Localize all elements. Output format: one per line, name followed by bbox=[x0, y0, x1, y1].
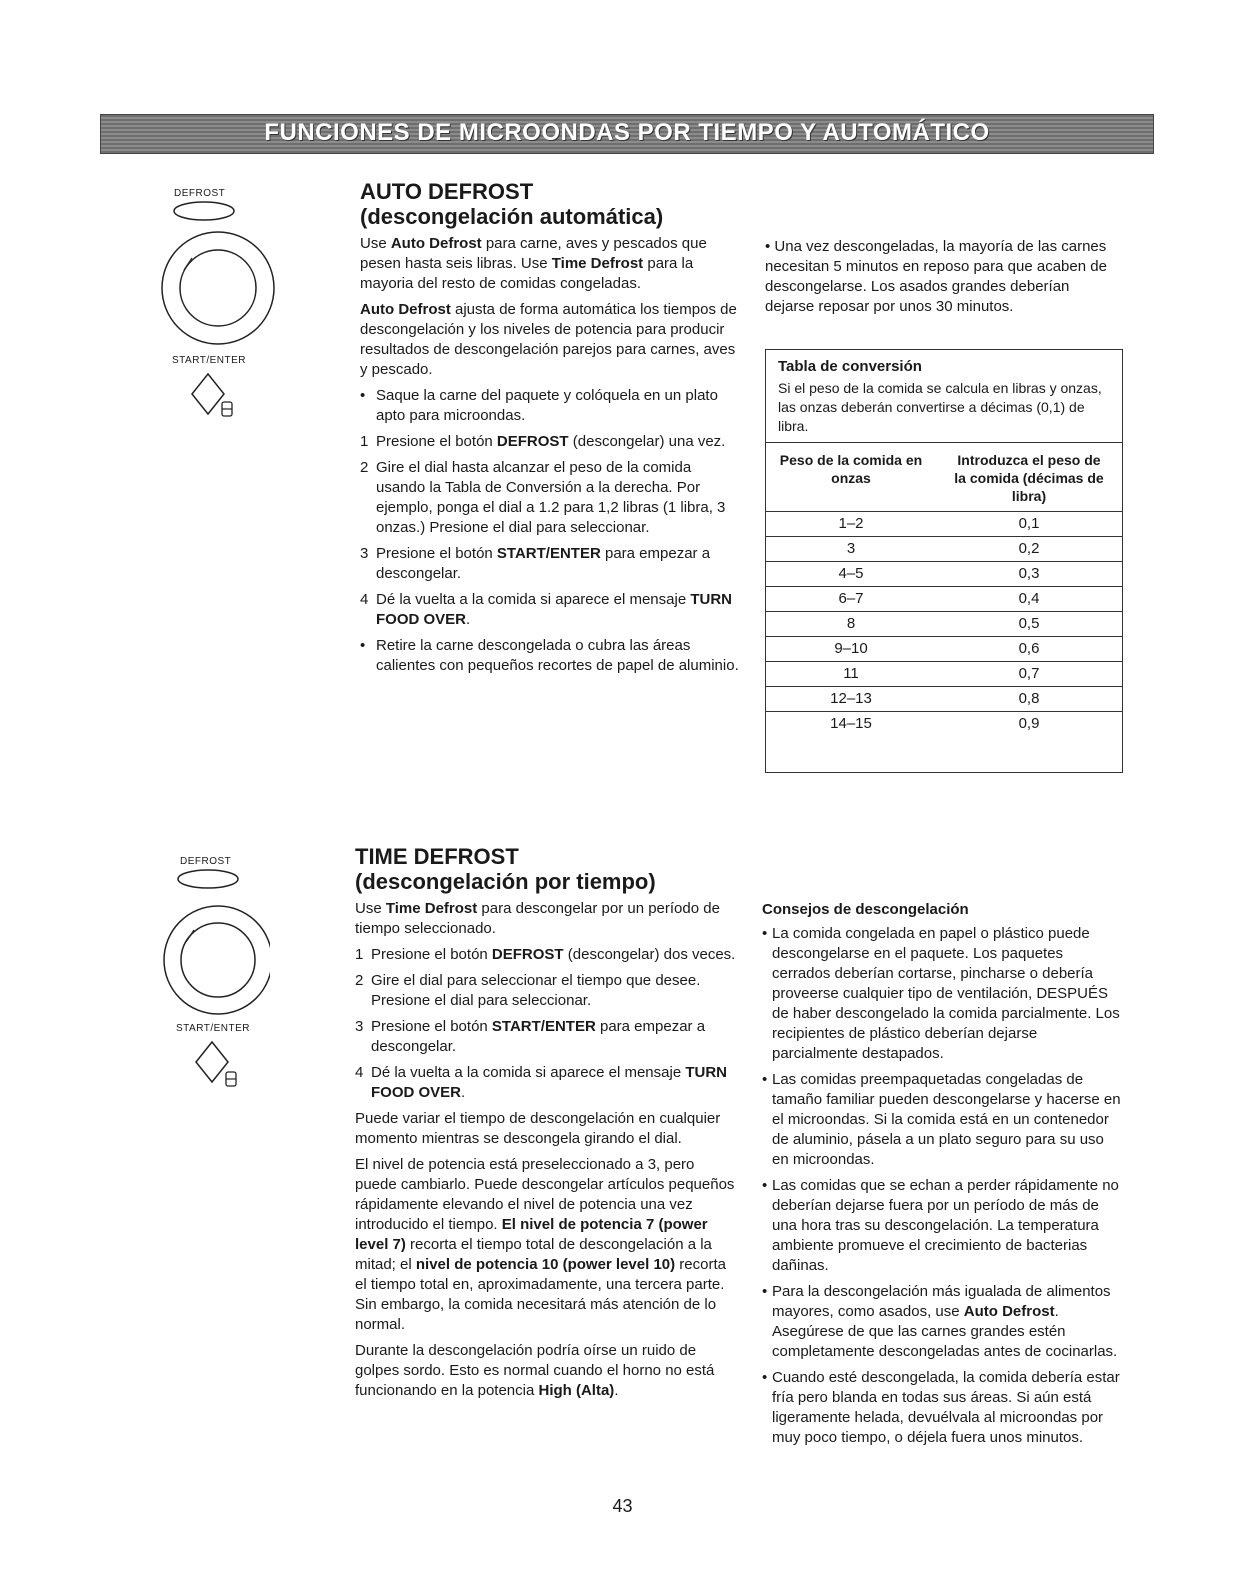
decimal-pounds-cell: 0,8 bbox=[1018, 690, 1040, 707]
auto-defrost-controls bbox=[160, 188, 280, 431]
table-row bbox=[766, 586, 1122, 611]
decimal-pounds-cell: 0,3 bbox=[1018, 565, 1040, 582]
ounces-cell: 6–7 bbox=[838, 590, 864, 607]
tip-item bbox=[762, 1368, 1122, 1448]
step-item bbox=[355, 1017, 740, 1057]
table-row bbox=[766, 561, 1122, 586]
text-run: La comida congelada en papel o plástico puede descongelarse en el paquete. Los paquetes cerrados deberían cortarse, pincharse o debería proveerse cualquier tipo de ventilación, DESPUÉS de haber descongelado la comida parcialmente. Los recipientes de plástico deberían dejarse parcialmente destapados. bbox=[772, 925, 1120, 1062]
text-run: Use bbox=[360, 235, 391, 252]
rest-note: • Una vez descongeladas, la mayoría de las carnes necesitan 5 minutos en reposo para que acaben de descongelarse. Los asados grandes deberían dejarse reposar por unos 30 minutos. bbox=[765, 238, 1107, 315]
time-defrost-power bbox=[355, 1155, 740, 1335]
text-run: para empezar a descongelar. bbox=[376, 545, 711, 582]
defrost-label: DEFROST bbox=[180, 856, 232, 867]
dial-icon bbox=[150, 898, 270, 1018]
text-run: Gire el dial para seleccionar el tiempo que desee. Presione el dial para seleccionar. bbox=[371, 972, 701, 1009]
header-decimal-pounds: Introduzca el peso de la comida (décimas de libra) bbox=[954, 452, 1104, 504]
text-run: Presione el botón bbox=[371, 1018, 492, 1035]
defrost-tips bbox=[762, 900, 1122, 1454]
list-marker: 3 bbox=[360, 545, 369, 562]
time-defrost-title: TIME DEFROST bbox=[355, 844, 519, 869]
time-defrost-controls bbox=[150, 856, 270, 1101]
tip-item bbox=[762, 1176, 1122, 1276]
bold-text: TURN FOOD OVER bbox=[376, 591, 733, 628]
text-run: Presione el botón bbox=[376, 433, 497, 450]
text-run: para descongelar por un período de tiempo seleccionado. bbox=[355, 900, 720, 937]
text-run: Use bbox=[355, 900, 386, 917]
decimal-pounds-cell: 0,7 bbox=[1018, 665, 1040, 682]
bold-text: Auto Defrost bbox=[963, 1303, 1055, 1320]
decimal-pounds-cell: 0,5 bbox=[1018, 615, 1040, 632]
time-defrost-subtitle: (descongelación por tiempo) bbox=[355, 869, 656, 894]
ounces-cell: 1–2 bbox=[838, 515, 864, 532]
text-run: Durante la descongelación podría oírse un ruido de golpes sordo. Esto es normal cuando el horno no está funcionando en la potencia bbox=[355, 1342, 715, 1399]
defrost-button-icon bbox=[150, 867, 270, 893]
decimal-pounds-cell: 0,2 bbox=[1018, 540, 1040, 557]
text-run: Saque la carne del paquete y colóquela en un plato apto para microondas. bbox=[376, 387, 718, 424]
text-run: . bbox=[614, 1382, 619, 1399]
bold-text: High (Alta) bbox=[538, 1382, 615, 1399]
table-row bbox=[766, 536, 1122, 561]
list-marker: 4 bbox=[360, 591, 369, 608]
list-marker: 1 bbox=[355, 946, 364, 963]
step-item bbox=[355, 945, 740, 965]
text-run: (descongelar) una vez. bbox=[568, 433, 726, 450]
ounces-cell: 3 bbox=[846, 540, 856, 557]
ounces-cell: 9–10 bbox=[834, 640, 868, 657]
text-run: Dé la vuelta a la comida si aparece el mensaje bbox=[376, 591, 691, 608]
bold-text: DEFROST bbox=[491, 946, 564, 963]
text-run: Retire la carne descongelada o cubra las áreas calientes con pequeños recortes de papel de aluminio. bbox=[376, 637, 739, 674]
step-item bbox=[360, 432, 740, 452]
list-marker: • bbox=[360, 637, 366, 654]
time-defrost-vary: Puede variar el tiempo de descongelación en cualquier momento mientras se descongela girando el dial. bbox=[355, 1110, 721, 1147]
table-row bbox=[766, 686, 1122, 711]
text-run: recorta el tiempo total de descongelación a la mitad; el bbox=[355, 1236, 712, 1273]
bold-text: START/ENTER bbox=[496, 545, 601, 562]
section-banner bbox=[100, 114, 1154, 154]
auto-defrost-section bbox=[360, 180, 740, 682]
list-marker: 2 bbox=[355, 972, 364, 989]
bullet-icon: • bbox=[762, 1071, 768, 1088]
defrost-button-icon bbox=[160, 199, 280, 225]
table-row bbox=[766, 611, 1122, 636]
step-item bbox=[360, 590, 740, 630]
start-enter-label: START/ENTER bbox=[172, 355, 247, 366]
decimal-pounds-cell: 0,4 bbox=[1018, 590, 1040, 607]
text-run: Las comidas que se echan a perder rápidamente no deberían dejarse fuera por un período de más de una hora tras su descongelación. La temperatura ambiente promueve el crecimiento de bacterias dañinas. bbox=[772, 1177, 1119, 1274]
table-body bbox=[766, 511, 1122, 736]
table-row bbox=[766, 511, 1122, 536]
text-run: Cuando esté descongelada, la comida debería estar fría pero blanda en todas sus áreas. Si aún está ligeramente helada, devuélvala al microondas por muy poco tiempo, o déjela fuera unos minutos. bbox=[772, 1369, 1120, 1446]
bold-text: Time Defrost bbox=[551, 255, 644, 272]
tip-item bbox=[762, 1070, 1122, 1170]
step-item bbox=[360, 458, 740, 538]
auto-defrost-description bbox=[360, 300, 740, 380]
conversion-title: Tabla de conversión bbox=[778, 358, 922, 375]
tips-title: Consejos de descongelación bbox=[762, 901, 969, 918]
text-run: . bbox=[461, 1084, 466, 1101]
tip-item bbox=[762, 924, 1122, 1064]
step-item bbox=[355, 1063, 740, 1103]
time-defrost-steps bbox=[355, 945, 740, 1103]
list-marker: 4 bbox=[355, 1064, 364, 1081]
text-run: Las comidas preempaquetadas congeladas de tamaño familiar pueden descongelarse y hacerse en el microondas. Si la comida está en un contenedor de aluminio, pásela a un plato seguro para su uso en microondas. bbox=[772, 1071, 1121, 1168]
start-enter-label: START/ENTER bbox=[176, 1023, 251, 1034]
list-marker: • bbox=[360, 387, 366, 404]
tips-list bbox=[762, 924, 1122, 1448]
bold-text: Time Defrost bbox=[385, 900, 478, 917]
text-run: recorta el tiempo total en, aproximadamente, una tercera parte. Sin embargo, la comida necesitará más atención de lo normal. bbox=[355, 1256, 726, 1333]
bold-text: Auto Defrost bbox=[390, 235, 482, 252]
dial-icon bbox=[160, 230, 280, 350]
bold-text: TURN FOOD OVER bbox=[371, 1064, 728, 1101]
bold-text: El nivel de potencia 7 (power level 7) bbox=[355, 1216, 708, 1253]
bullet-icon: • bbox=[762, 1177, 768, 1194]
text-run: Para la descongelación más igualada de alimentos mayores, como asados, use bbox=[772, 1283, 1111, 1320]
text-run: para empezar a descongelar. bbox=[371, 1018, 706, 1055]
table-row bbox=[766, 661, 1122, 686]
ounces-cell: 4–5 bbox=[838, 565, 864, 582]
text-run: . Asegúrese de que las carnes grandes estén completamente descongeladas antes de cocinarlas. bbox=[772, 1303, 1118, 1360]
start-enter-button-icon bbox=[150, 1034, 270, 1096]
decimal-pounds-cell: 0,6 bbox=[1018, 640, 1040, 657]
text-run: (descongelar) dos veces. bbox=[563, 946, 736, 963]
table-row bbox=[766, 636, 1122, 661]
auto-defrost-steps bbox=[360, 386, 740, 676]
list-marker: 1 bbox=[360, 433, 369, 450]
text-run: El nivel de potencia está preseleccionado a 3, pero puede cambiarlo. Puede descongelar artículos pequeños rápidamente elevando el nivel de potencia una vez introducido el tiempo. bbox=[355, 1156, 735, 1233]
defrost-label: DEFROST bbox=[174, 188, 226, 199]
list-marker: 2 bbox=[360, 459, 369, 476]
auto-defrost-title: AUTO DEFROST bbox=[360, 179, 534, 204]
ounces-cell: 12–13 bbox=[830, 690, 872, 707]
conversion-table bbox=[765, 349, 1123, 773]
page-number: 43 bbox=[612, 1496, 633, 1516]
auto-defrost-subtitle: (descongelación automática) bbox=[360, 204, 664, 229]
conversion-note: Si el peso de la comida se calcula en libras y onzas, las onzas deberán convertirse a décimas (0,1) de libra. bbox=[766, 377, 1122, 443]
text-run: para la mayoria del resto de comidas congeladas. bbox=[360, 255, 694, 292]
bold-text: Auto Defrost bbox=[360, 301, 451, 318]
bullet-icon: • bbox=[762, 925, 768, 942]
table-row bbox=[766, 711, 1122, 736]
step-item bbox=[355, 971, 740, 1011]
decimal-pounds-cell: 0,9 bbox=[1018, 715, 1040, 732]
time-defrost-section bbox=[355, 845, 740, 1407]
bold-text: DEFROST bbox=[496, 433, 569, 450]
bullet-icon: • bbox=[762, 1283, 768, 1300]
text-run: Presione el botón bbox=[371, 946, 492, 963]
table-header bbox=[766, 443, 1122, 511]
text-run: para carne, aves y pescados que pesen hasta seis libras. Use bbox=[360, 235, 707, 272]
time-defrost-intro bbox=[355, 899, 740, 939]
ounces-cell: 11 bbox=[843, 665, 859, 682]
ounces-cell: 8 bbox=[846, 615, 856, 632]
text-run: ajusta de forma automática los tiempos de descongelación y los niveles de potencia para producir resultados de descongelación parejos para carnes, aves y pescado. bbox=[360, 301, 737, 378]
time-defrost-noise bbox=[355, 1341, 740, 1401]
header-ounces: Peso de la comida en onzas bbox=[779, 452, 923, 486]
step-item bbox=[360, 636, 740, 676]
text-run: Presione el botón bbox=[376, 545, 497, 562]
step-item bbox=[360, 544, 740, 584]
list-marker: 3 bbox=[355, 1018, 364, 1035]
auto-defrost-intro bbox=[360, 234, 740, 294]
text-run: . bbox=[466, 611, 471, 628]
text-run: Dé la vuelta a la comida si aparece el mensaje bbox=[371, 1064, 686, 1081]
bullet-icon: • bbox=[762, 1369, 768, 1386]
decimal-pounds-cell: 0,1 bbox=[1018, 515, 1040, 532]
bold-text: START/ENTER bbox=[491, 1018, 596, 1035]
step-item bbox=[360, 386, 740, 426]
text-run: Gire el dial hasta alcanzar el peso de la comida usando la Tabla de Conversión a la derecha. Por ejemplo, ponga el dial a 1.2 para 1,2 libras (1 libra, 3 onzas.) Presione el dial para seleccionar. bbox=[376, 459, 726, 536]
bold-text: nivel de potencia 10 (power level 10) bbox=[415, 1256, 676, 1273]
ounces-cell: 14–15 bbox=[830, 715, 872, 732]
start-enter-button-icon bbox=[160, 366, 280, 426]
tip-item bbox=[762, 1282, 1122, 1362]
banner-title: FUNCIONES DE MICROONDAS POR TIEMPO Y AUTOMÁTICO bbox=[264, 119, 990, 146]
